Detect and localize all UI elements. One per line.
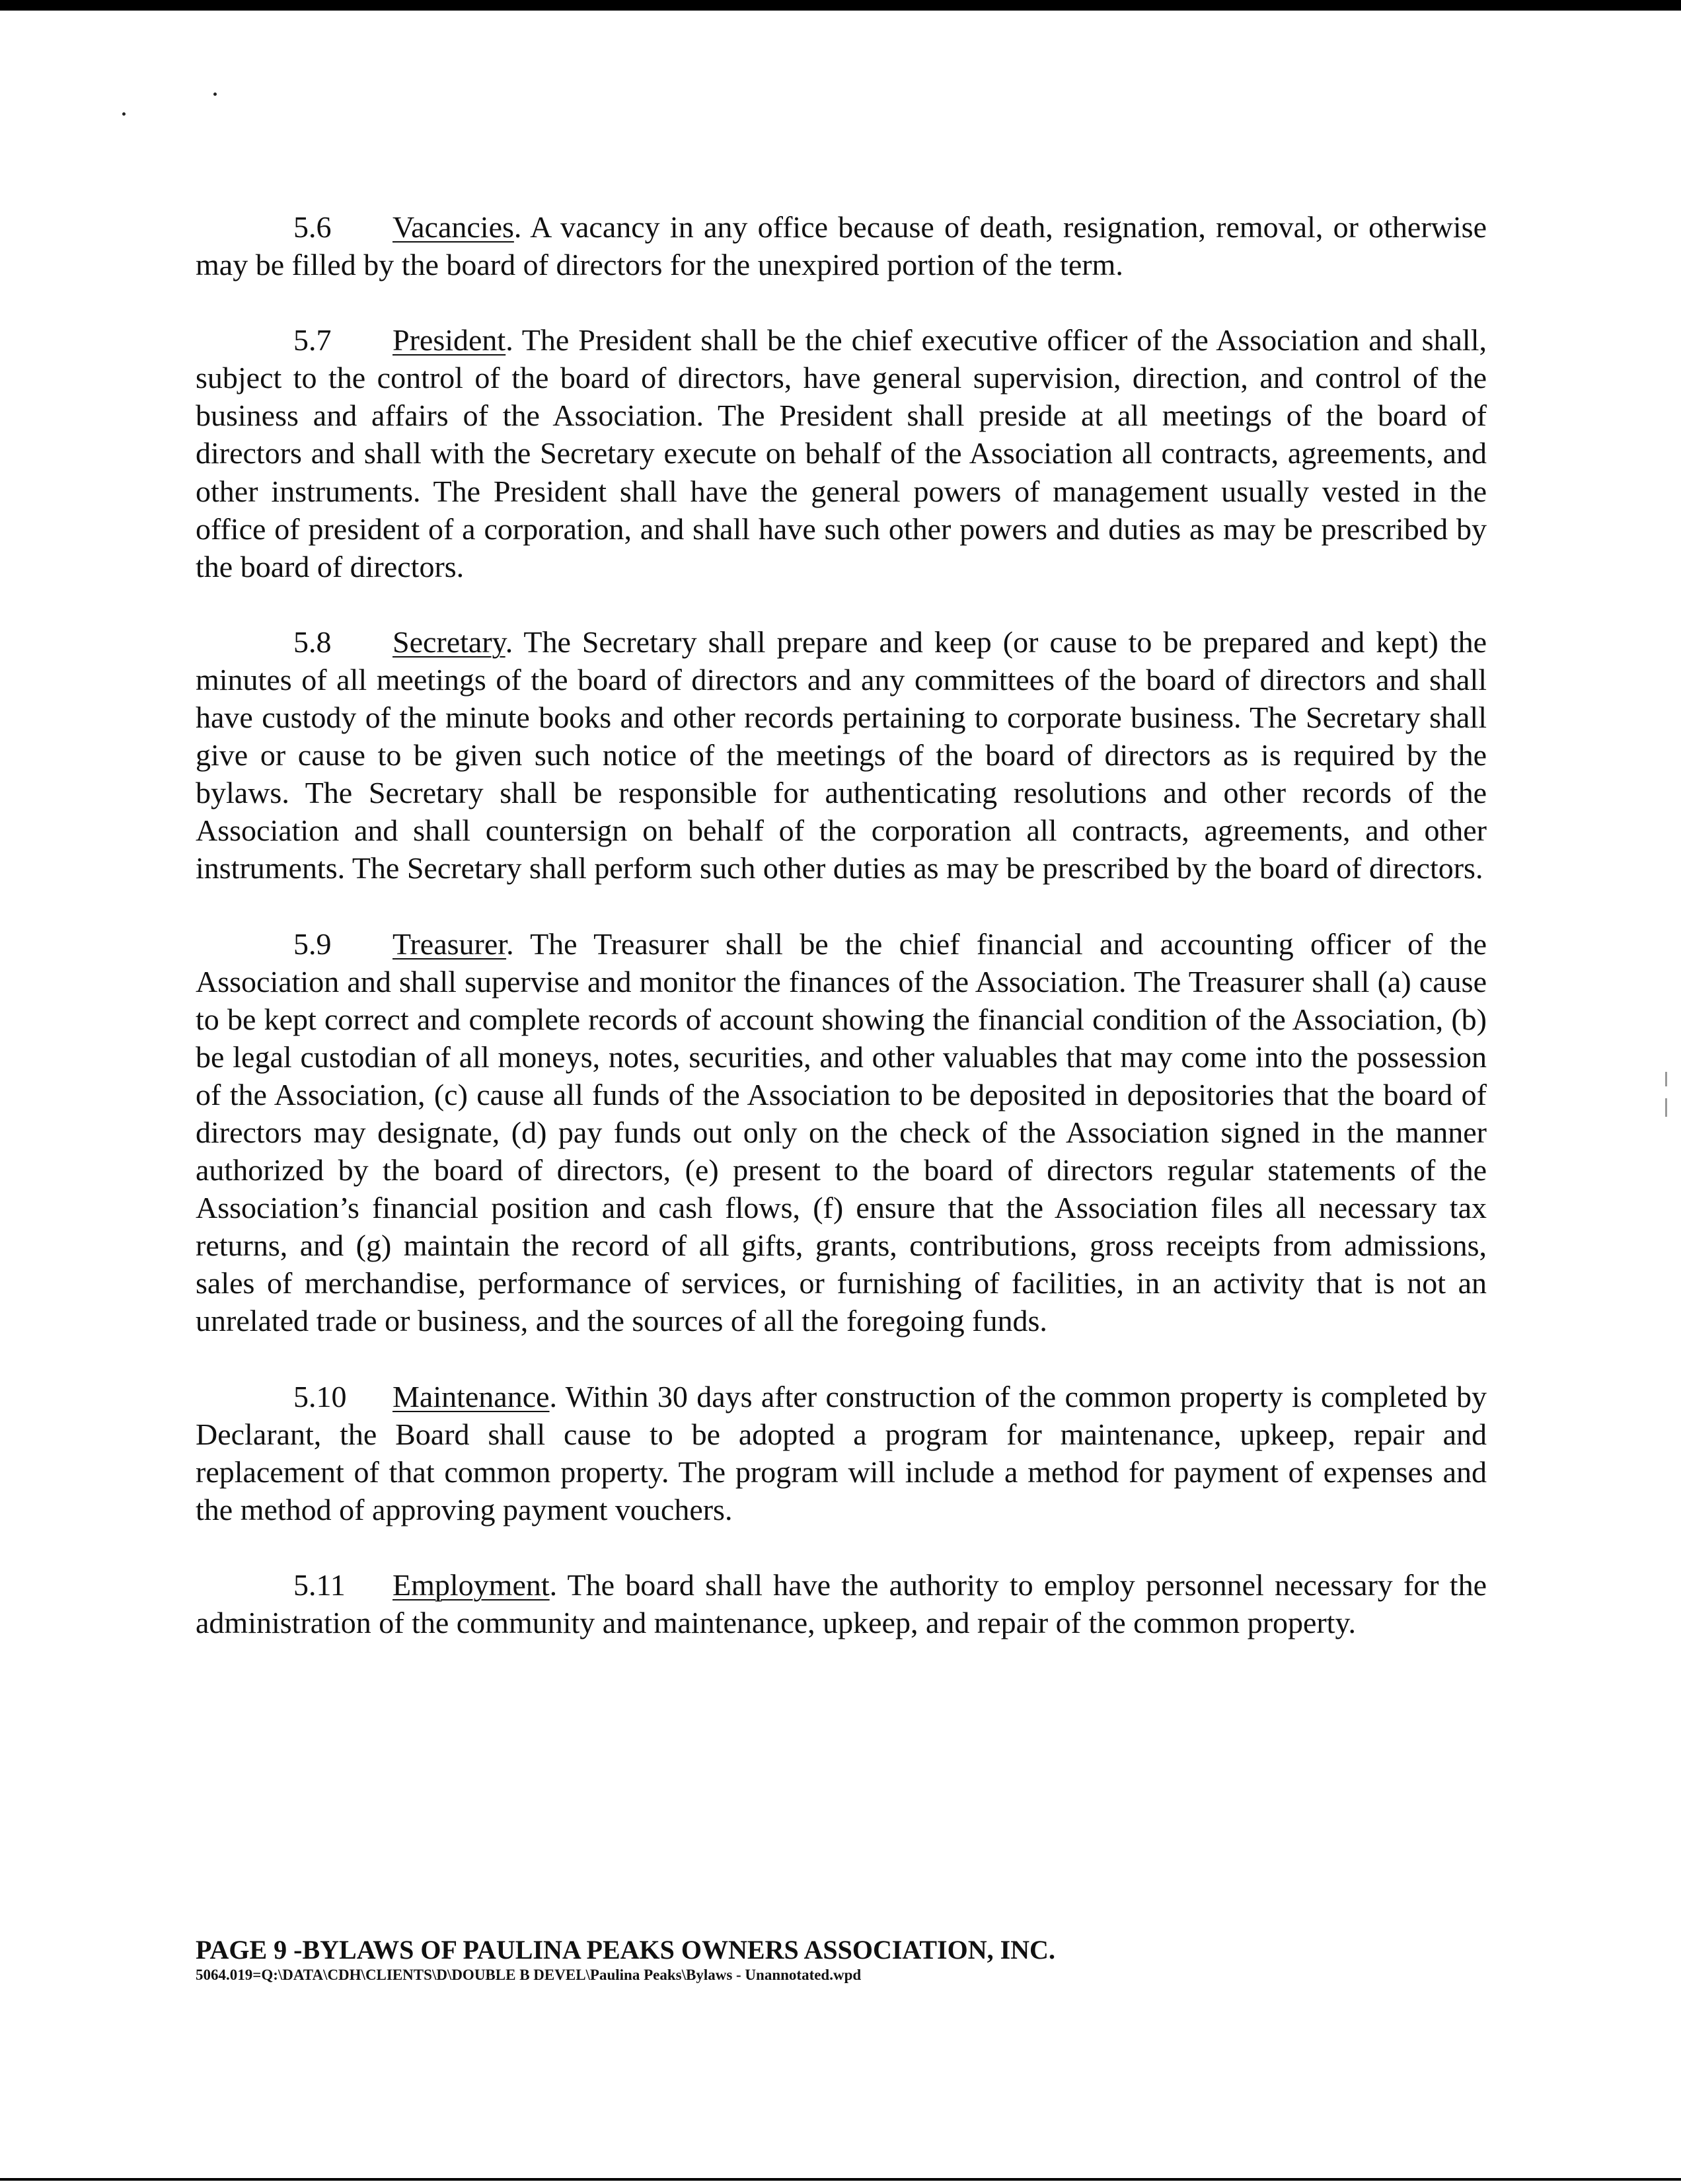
scan-speck	[122, 112, 126, 116]
section-5-11	[196, 1566, 1487, 1641]
section-heading: Vacancies	[392, 210, 514, 244]
section-number: 5.9	[293, 926, 332, 961]
document-body	[196, 208, 1487, 1679]
margin-scan-mark	[1665, 1072, 1667, 1086]
section-text: . The Treasurer shall be the chief financial and accounting officer of the Association and shall supervise and monitor the finances of the Association. The Treasurer shall (a) cause to be kept correct and complete records of account showing the financial condition of the Association, (b) be legal custodian of all moneys, notes, securities, and other valuables that may come into the possession of the Association, (c) cause all funds of the Association to be deposited in depositories that the board of directors may designate, (d) pay funds out only on the check of the Association signed in the manner authorized by the board of directors, (e) present to the board of directors regular statements of the Association’s financial position and cash flows, (f) ensure that the Association files all necessary tax returns, and (g) maintain the record of all gifts, grants, contributions, gross receipts from admissions, sales of merchandise, performance of services, or furnishing of facilities, in an activity that is not an unrelated trade or business, and the sources of all the foregoing funds.	[196, 926, 1487, 1338]
section-heading: Maintenance	[392, 1379, 550, 1413]
section-5-7	[196, 321, 1487, 585]
section-5-10	[196, 1378, 1487, 1528]
section-text: . A vacancy in any office because of death, resignation, removal, or otherwise may be filled by the board of directors for the unexpired portion of the term.	[196, 210, 1487, 282]
section-number: 5.6	[293, 210, 332, 244]
section-heading: Secretary	[392, 624, 505, 659]
footer-title: PAGE 9 -BYLAWS OF PAULINA PEAKS OWNERS ASSOCIATION, INC.	[196, 1935, 1055, 1965]
section-number: 5.8	[293, 624, 332, 659]
section-text: . The President shall be the chief executive officer of the Association and shall, subject to the control of the board of directors, have general supervision, direction, and control of the business and affairs of the Association. The President shall preside at all meetings of the board of directors and shall with the Secretary execute on behalf of the Association all contracts, agreements, and other instruments. The President shall have the general powers of management usually vested in the office of president of a corporation, and shall have such other powers and duties as may be prescribed by the board of directors.	[196, 323, 1487, 584]
bottom-scan-border	[0, 2178, 1681, 2181]
top-scan-border	[0, 0, 1681, 11]
scan-speck	[213, 93, 217, 96]
section-number: 5.11	[293, 1567, 346, 1602]
section-5-8	[196, 623, 1487, 887]
section-text: . Within 30 days after construction of the common property is completed by Declarant, the Board shall cause to be adopted a program for maintenance, upkeep, repair and replacement of that common property. The program will include a method for payment of expenses and the method of approving payment vouchers.	[196, 1379, 1487, 1526]
section-text: . The Secretary shall prepare and keep (or cause to be prepared and kept) the minutes of all meetings of the board of directors and any committees of the board of directors and shall have custody of the minute books and other records pertaining to corporate business. The Secretary shall give or cause to be given such notice of the meetings of the board of directors as is required by the bylaws. The Secretary shall be responsible for authenticating resolutions and other records of the Association and shall countersign on behalf of the corporation all contracts, agreements, and other instruments. The Secretary shall perform such other duties as may be prescribed by the board of directors.	[196, 624, 1487, 885]
section-5-6	[196, 208, 1487, 283]
section-5-9	[196, 925, 1487, 1340]
margin-scan-mark	[1665, 1098, 1667, 1117]
section-number: 5.10	[293, 1379, 347, 1413]
page-footer	[196, 1935, 1484, 1985]
section-heading: Employment	[392, 1567, 550, 1602]
section-heading: President	[392, 323, 506, 358]
footer-file-path: 5064.019=Q:\DATA\CDH\CLIENTS\D\DOUBLE B DEVEL\Paulina Peaks\Bylaws - Unannotated.wpd	[196, 1967, 862, 1983]
section-heading: Treasurer	[392, 926, 507, 961]
section-text: . The board shall have the authority to employ personnel necessary for the administration of the community and maintenance, upkeep, and repair of the common property.	[196, 1567, 1487, 1639]
section-number: 5.7	[293, 323, 332, 358]
